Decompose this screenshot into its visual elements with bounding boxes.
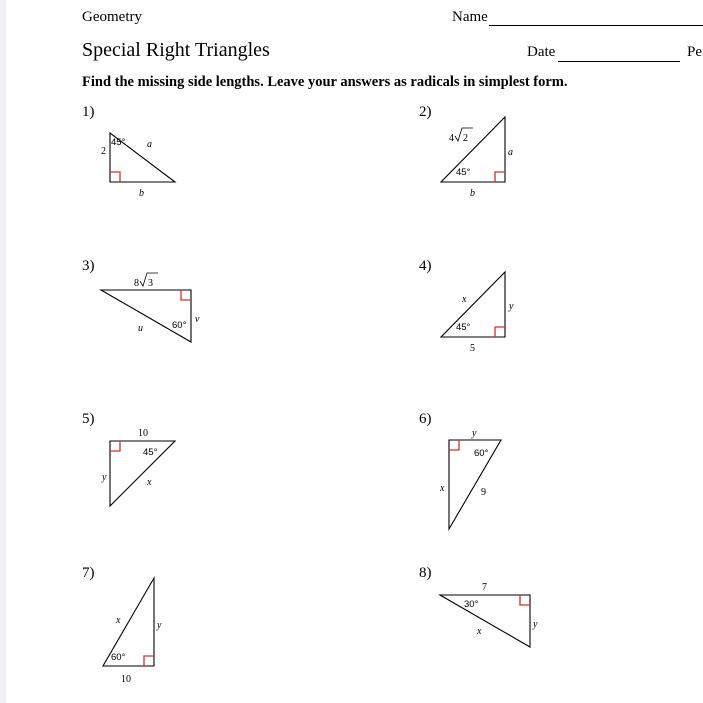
hyp-radicand: 2	[463, 133, 468, 144]
triangle-outline	[440, 595, 530, 647]
leg-label: y	[533, 619, 538, 630]
instructions: Find the missing side lengths. Leave your answers as radicals in simplest form.	[82, 74, 568, 90]
top-coefficient: 8	[134, 278, 139, 289]
angle-label: 45°	[456, 167, 471, 178]
angle-label: 45°	[111, 137, 126, 148]
leg-label: y	[102, 472, 107, 483]
leg-label: y	[509, 301, 514, 312]
course-subject: Geometry	[82, 9, 142, 25]
leg-label: 2	[101, 146, 106, 157]
leg-label: a	[508, 147, 513, 158]
name-label: Name	[452, 9, 488, 25]
right-angle-marker	[520, 595, 530, 605]
problem-number: 6)	[419, 411, 432, 427]
hyp-label: x	[147, 477, 152, 488]
problem-number: 3)	[82, 258, 95, 274]
problem-number: 4)	[419, 258, 432, 274]
leg-label: x	[440, 483, 445, 494]
top-label: 10	[138, 428, 148, 439]
problem-number: 2)	[419, 104, 432, 120]
top-label: 7	[482, 582, 487, 593]
angle-label: 45°	[456, 322, 471, 333]
angle-label: 60°	[172, 320, 187, 331]
date-label: Date	[527, 44, 556, 60]
leg-label: y	[157, 620, 162, 631]
angle-label: 60°	[111, 652, 126, 663]
hyp-label: x	[116, 615, 121, 626]
hyp-label: x	[462, 294, 467, 305]
hyp-coefficient: 4	[449, 133, 454, 144]
top-label: y	[472, 428, 477, 439]
period-label: Pe	[687, 44, 702, 60]
base-label: 5	[470, 343, 475, 354]
hyp-label: 9	[481, 487, 486, 498]
top-radicand: 3	[148, 278, 153, 289]
problem-number: 8)	[419, 565, 432, 581]
hyp-label: x	[477, 626, 482, 637]
base-label: 10	[121, 674, 131, 685]
problem-number: 7)	[82, 565, 95, 581]
worksheet-title: Special Right Triangles	[82, 39, 270, 61]
angle-label: 30°	[464, 599, 479, 610]
hyp-label: a	[147, 139, 152, 150]
angle-label: 60°	[474, 448, 489, 459]
problem-number: 5)	[82, 411, 95, 427]
leg-label: v	[195, 314, 200, 325]
base-label: b	[139, 188, 144, 199]
problem-number: 1)	[82, 104, 95, 120]
base-label: b	[470, 188, 475, 199]
hyp-label: u	[138, 323, 143, 334]
angle-label: 45°	[143, 447, 158, 458]
